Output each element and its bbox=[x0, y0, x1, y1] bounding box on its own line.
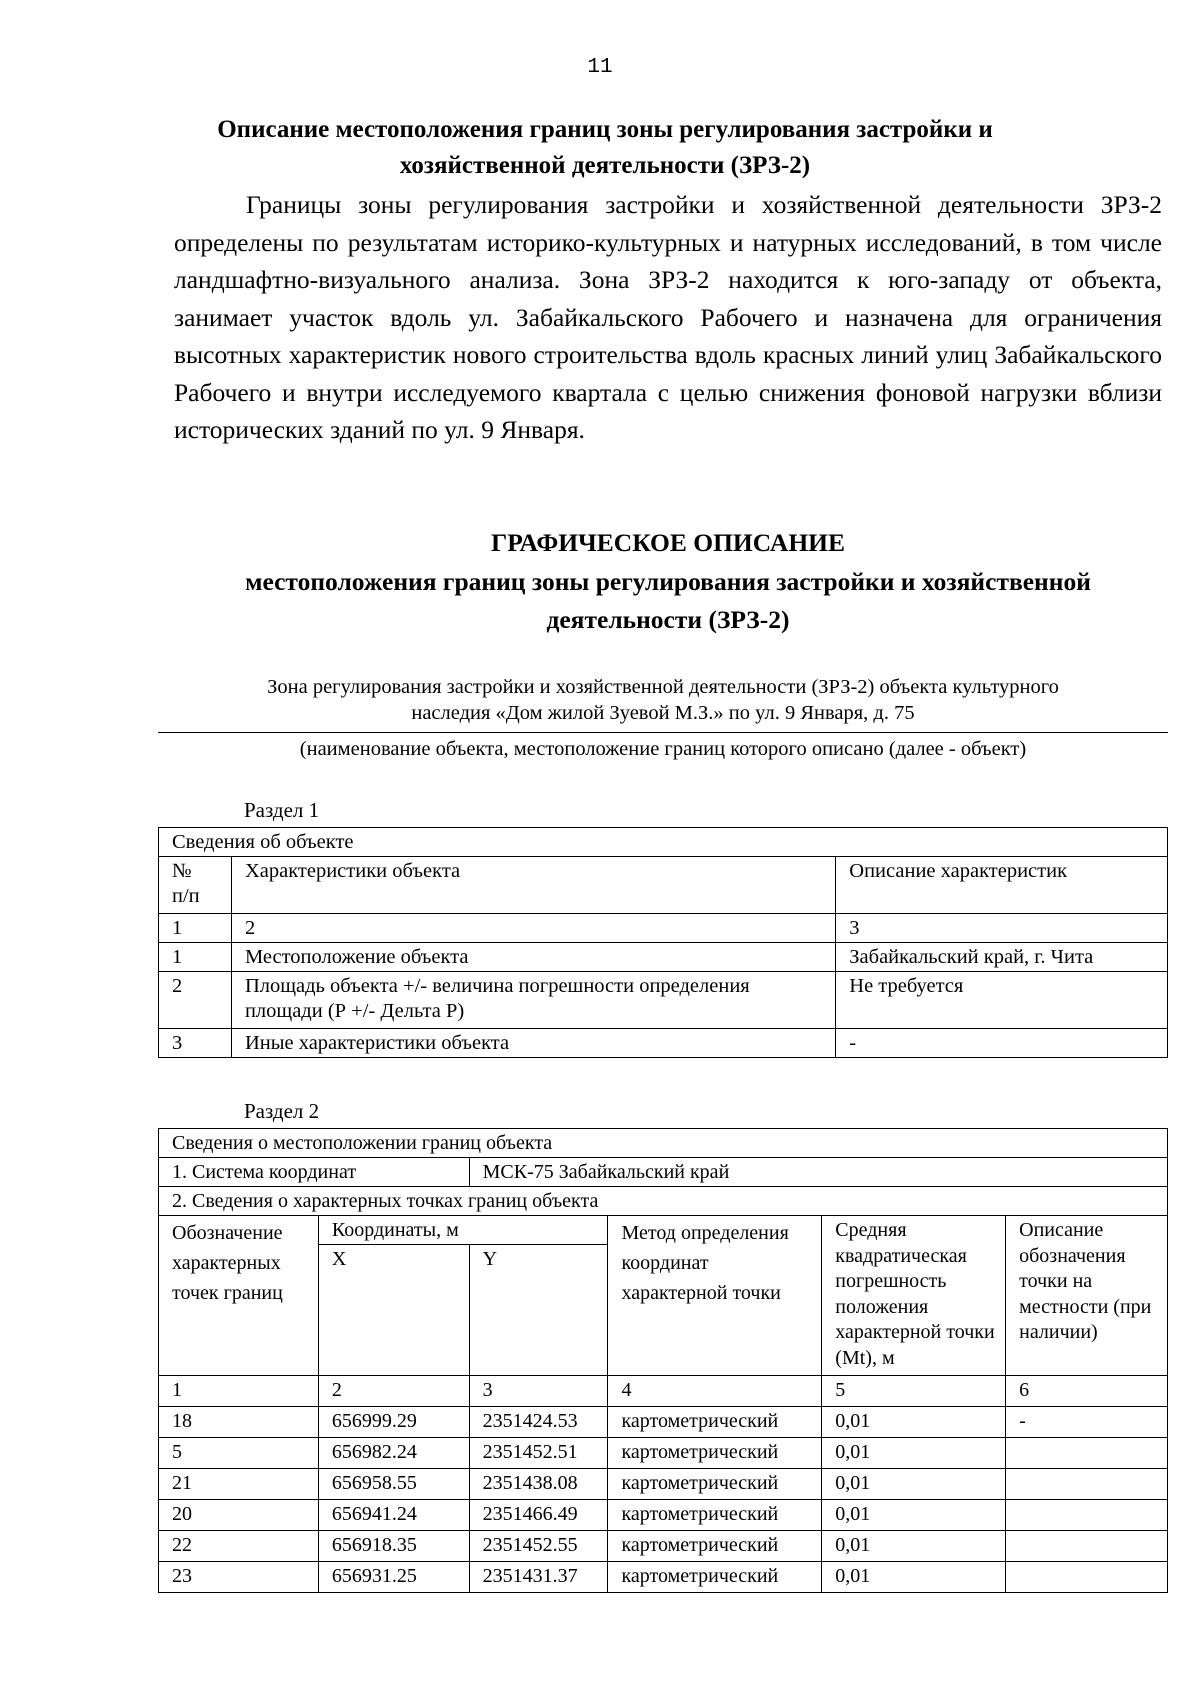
point-x: 656941.24 bbox=[318, 1500, 469, 1531]
header-number: № п/п bbox=[159, 857, 232, 914]
point-description bbox=[1006, 1500, 1168, 1531]
table-row bbox=[159, 1407, 1168, 1438]
header-error: Средняя квадратическая погрешность положения характерной точки (Mt), м bbox=[822, 1216, 1006, 1376]
point-description bbox=[1006, 1438, 1168, 1469]
header-method: Метод определения координат характерной точки bbox=[608, 1216, 822, 1376]
point-y: 2351431.37 bbox=[469, 1562, 608, 1593]
row-value: Забайкальский край, г. Чита bbox=[836, 943, 1168, 972]
point-id: 18 bbox=[159, 1407, 319, 1438]
numbering-cell: 3 bbox=[469, 1376, 608, 1407]
point-method: картометрический bbox=[608, 1562, 822, 1593]
point-y: 2351452.51 bbox=[469, 1438, 608, 1469]
page-number: 11 bbox=[587, 56, 613, 79]
section-heading-line-1: Описание местоположения границ зоны регулирования застройки и bbox=[217, 116, 993, 143]
graphic-description-title: ГРАФИЧЕСКОЕ ОПИСАНИЕ bbox=[490, 528, 846, 557]
section-2-label: Раздел 2 bbox=[244, 1099, 320, 1123]
point-x: 656931.25 bbox=[318, 1562, 469, 1593]
object-name-caption: (наименование объекта, местоположение границ которого описано (далее - объект) bbox=[299, 738, 1027, 760]
row-characteristic: Площадь объекта +/- величина погрешности определения площади (Р +/- Дельта Р) bbox=[231, 972, 835, 1029]
object-name-line-1: Зона регулирования застройки и хозяйственной деятельности (ЗРЗ-2) объекта культурного bbox=[267, 676, 1059, 698]
points-title: 2. Сведения о характерных точках границ объекта bbox=[159, 1187, 1168, 1216]
table-numbering-row bbox=[159, 1376, 1168, 1407]
point-method: картометрический bbox=[608, 1438, 822, 1469]
point-description bbox=[1006, 1531, 1168, 1562]
numbering-cell: 2 bbox=[231, 914, 835, 943]
header-designation: Обозначение характерных точек границ bbox=[159, 1216, 319, 1376]
table-row bbox=[159, 1500, 1168, 1531]
table-header-row bbox=[159, 857, 1168, 914]
table-title-row bbox=[159, 1129, 1168, 1158]
numbering-cell: 1 bbox=[159, 914, 232, 943]
graphic-subtitle-line-2: деятельности (ЗРЗ-2) bbox=[546, 605, 790, 634]
coord-system-value: МСК-75 Забайкальский край bbox=[469, 1158, 1167, 1187]
point-id: 20 bbox=[159, 1500, 319, 1531]
object-info-table bbox=[158, 827, 1168, 1058]
row-value: Не требуется bbox=[836, 972, 1168, 1029]
table-row bbox=[159, 943, 1168, 972]
row-number: 2 bbox=[159, 972, 232, 1029]
point-description: - bbox=[1006, 1407, 1168, 1438]
boundary-info-title: Сведения о местоположении границ объекта bbox=[159, 1129, 1168, 1158]
row-characteristic: Иные характеристики объекта bbox=[231, 1029, 835, 1058]
table-row bbox=[159, 1469, 1168, 1500]
row-value: - bbox=[836, 1029, 1168, 1058]
section-heading bbox=[160, 112, 1050, 184]
header-description: Описание характеристик bbox=[836, 857, 1168, 914]
table-row bbox=[159, 1029, 1168, 1058]
graphic-subtitle-line-1: местоположения границ зоны регулирования застройки и хозяйственной bbox=[245, 567, 1091, 596]
numbering-cell: 1 bbox=[159, 1376, 319, 1407]
point-error: 0,01 bbox=[822, 1562, 1006, 1593]
object-info-title: Сведения об объекте bbox=[159, 828, 1168, 857]
point-description bbox=[1006, 1562, 1168, 1593]
table-row bbox=[159, 1562, 1168, 1593]
object-name-underline bbox=[158, 732, 1168, 733]
table-row bbox=[159, 1531, 1168, 1562]
point-method: картометрический bbox=[608, 1407, 822, 1438]
numbering-cell: 5 bbox=[822, 1376, 1006, 1407]
point-x: 656999.29 bbox=[318, 1407, 469, 1438]
section-heading-line-2: хозяйственной деятельности (ЗРЗ-2) bbox=[399, 152, 811, 179]
table-title-row bbox=[159, 828, 1168, 857]
row-characteristic: Местоположение объекта bbox=[231, 943, 835, 972]
point-x: 656958.55 bbox=[318, 1469, 469, 1500]
coord-system-label: 1. Система координат bbox=[159, 1158, 470, 1187]
table-header-row bbox=[159, 1216, 1168, 1245]
point-y: 2351452.55 bbox=[469, 1531, 608, 1562]
object-name-line-2: наследия «Дом жилой Зуевой М.З.» по ул. 9 Января, д. 75 bbox=[411, 702, 915, 724]
numbering-cell: 2 bbox=[318, 1376, 469, 1407]
point-x: 656918.35 bbox=[318, 1531, 469, 1562]
numbering-cell: 3 bbox=[836, 914, 1168, 943]
table-row bbox=[159, 1438, 1168, 1469]
point-error: 0,01 bbox=[822, 1500, 1006, 1531]
object-name bbox=[158, 674, 1168, 726]
points-title-row bbox=[159, 1187, 1168, 1216]
point-y: 2351424.53 bbox=[469, 1407, 608, 1438]
row-number: 3 bbox=[159, 1029, 232, 1058]
boundary-points-table bbox=[158, 1128, 1168, 1593]
graphic-description-subtitle bbox=[174, 563, 1162, 639]
header-characteristics: Характеристики объекта bbox=[231, 857, 835, 914]
numbering-cell: 6 bbox=[1006, 1376, 1168, 1407]
coord-system-row bbox=[159, 1158, 1168, 1187]
point-method: картометрический bbox=[608, 1469, 822, 1500]
point-method: картометрический bbox=[608, 1500, 822, 1531]
header-coordinates: Координаты, м bbox=[318, 1216, 608, 1245]
point-id: 22 bbox=[159, 1531, 319, 1562]
point-error: 0,01 bbox=[822, 1531, 1006, 1562]
point-y: 2351466.49 bbox=[469, 1500, 608, 1531]
header-x: X bbox=[318, 1245, 469, 1376]
table-numbering-row bbox=[159, 914, 1168, 943]
section-1-label: Раздел 1 bbox=[244, 798, 320, 822]
description-paragraph: Границы зоны регулирования застройки и хозяйственной деятельности ЗРЗ-2 определены по результатам историко-культурных и натурных исследований, в том числе ландшафтно-визуального анализа. Зона ЗРЗ-2 находится к юго-западу от объекта, занимает участок вдоль ул. Забайкальского Рабочего и назначена для ограничения высотных характеристик нового строительства вдоль красных линий улиц Забайкальского Рабочего и внутри исследуемого квартала с целью снижения фоновой нагрузки вблизи исторических зданий по ул. 9 Января. bbox=[174, 190, 1162, 444]
point-x: 656982.24 bbox=[318, 1438, 469, 1469]
point-id: 21 bbox=[159, 1469, 319, 1500]
point-y: 2351438.08 bbox=[469, 1469, 608, 1500]
point-id: 23 bbox=[159, 1562, 319, 1593]
point-id: 5 bbox=[159, 1438, 319, 1469]
row-number: 1 bbox=[159, 943, 232, 972]
header-point-description: Описание обозначения точки на местности (при наличии) bbox=[1006, 1216, 1168, 1376]
point-error: 0,01 bbox=[822, 1469, 1006, 1500]
point-error: 0,01 bbox=[822, 1438, 1006, 1469]
point-error: 0,01 bbox=[822, 1407, 1006, 1438]
point-description bbox=[1006, 1469, 1168, 1500]
table-row bbox=[159, 972, 1168, 1029]
numbering-cell: 4 bbox=[608, 1376, 822, 1407]
header-y: Y bbox=[469, 1245, 608, 1376]
point-method: картометрический bbox=[608, 1531, 822, 1562]
